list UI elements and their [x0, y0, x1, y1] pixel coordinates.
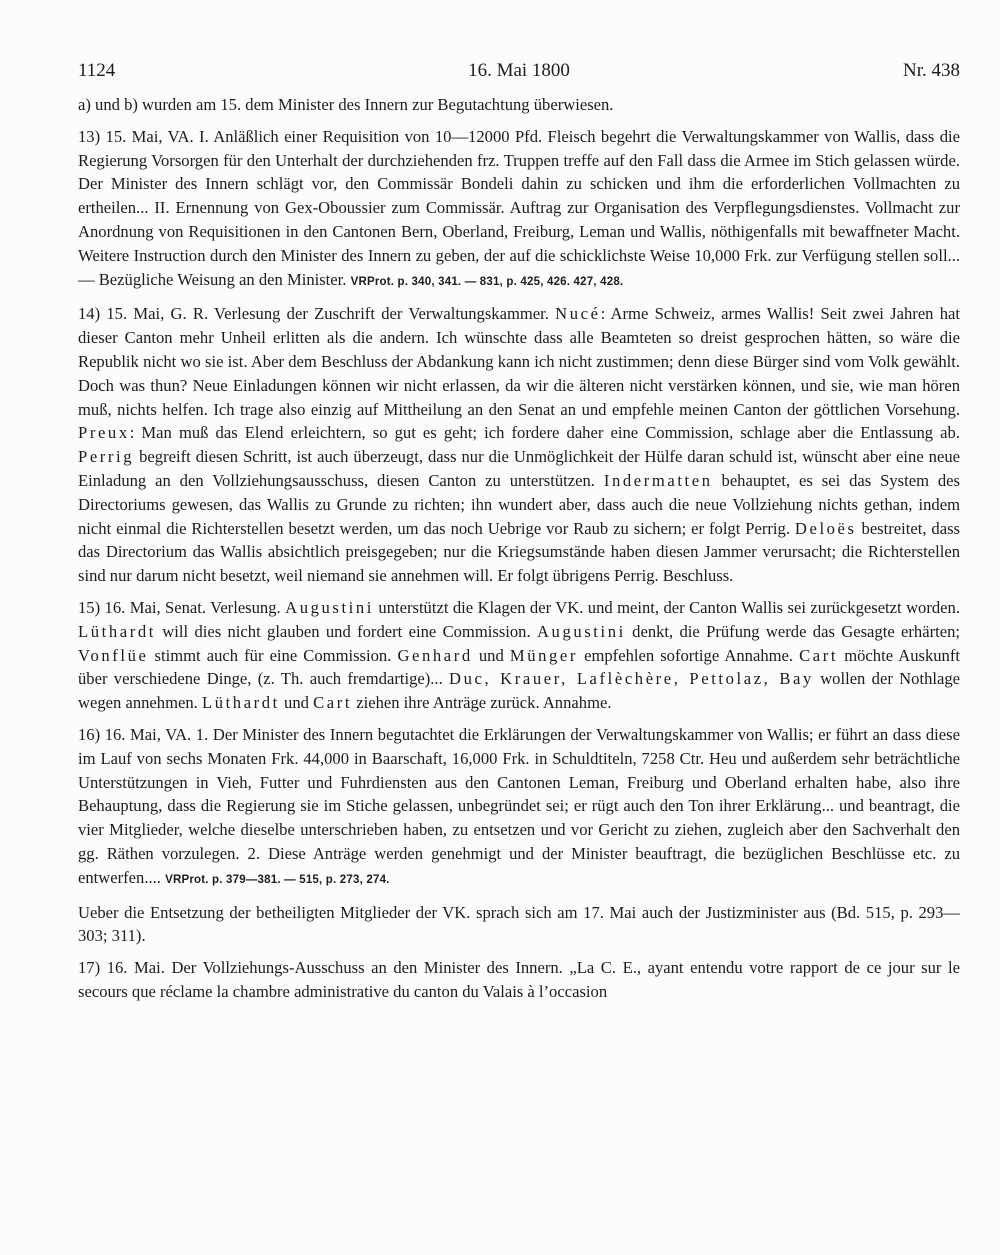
paragraph-text: : Man muß das Elend erleichtern, so gut es geht; ich fordere daher eine Commission, schlage aber die Entlassung ab.: [129, 423, 960, 443]
paragraph-16: [78, 723, 960, 893]
speaker-name: Preux: [78, 423, 130, 443]
speaker-name: Genhard: [397, 645, 473, 665]
document-number: Nr. 438: [903, 60, 960, 81]
paragraph-text: will dies nicht glauben und fordert eine Commission.: [155, 621, 537, 641]
paragraph-text: ziehen ihre Anträge zurück. Annahme.: [352, 693, 612, 713]
speaker-name: Lüthardt: [78, 621, 156, 641]
paragraph-text: begreift diesen Schritt, ist auch überzeugt, dass nur die Unmöglichkeit der Hülfe daran schuld ist, wünscht aber eine neue Einladung an den Vollziehungsausschuss, diesen Canton zu unterstützen.: [78, 447, 960, 490]
paragraph-text: 16) 16. Mai, VA. 1. Der Minister des Innern begutachtet die Erklärungen der Verwaltungskammer von Wallis; er führt an dass diese im Lauf von sechs Monaten Frk. 44,000 in Baarschaft, 16,000 Frk. in Schuldtiteln, 7258 Ctr. Heu und außerdem sehr beträchtliche Unterstützungen in Vieh, Futter und Fuhrdiensten aus den Cantonen Leman, Freiburg und Oberland erhalten habe, also ihre Behauptung, dass die Regierung sie im Stiche gelassen, unbegründet sei; er rügt auch den Ton ihrer Erklärung... und beantragt, die vier Mitglieder, welche dieselbe unterschrieben haben, zu entsetzen und vor Gericht zu ziehen, zugleich aber den Sachverhalt den gg. Räthen vorzulegen. 2. Diese Anträge werden genehmigt und der Minister beauftragt, die bezüglichen Beschlüsse etc. zu entwerfen....: [78, 724, 960, 887]
paragraph-text: behauptet, es sei das System des Directoriums gewesen, das Wallis zu Grunde zu richten; ihn wundert aber, dass auch die neue Vollziehung nichts gethan, indem nicht einmal die Richterstellen besetzt werden, um das noch Uebrige vor Raub zu sichern; er folgt Perrig.: [78, 470, 960, 538]
paragraph-text: und: [472, 645, 510, 665]
paragraph-13: [78, 125, 960, 295]
paragraph-note: [78, 901, 960, 949]
paragraph-intro: [78, 93, 960, 117]
paragraph-text: 14) 15. Mai, G. R. Verlesung der Zuschrift der Verwaltungskammer.: [78, 304, 556, 324]
paragraph-text: a) und b) wurden am 15. dem Minister des Innern zur Begutachtung überwiesen.: [78, 95, 614, 114]
paragraph-14: [78, 302, 960, 588]
paragraph-text: stimmt auch für eine Commission.: [148, 645, 398, 665]
paragraph-text: wollen der Nothlage wegen annehmen.: [78, 669, 961, 713]
paragraph-15: [78, 596, 960, 715]
header-date: 16. Mai 1800: [468, 60, 570, 81]
speaker-name: Vonflüe: [78, 645, 149, 665]
source-reference: VRProt. p. 340, 341. — 831, p. 425, 426. 427, 428.: [350, 275, 624, 288]
paragraph-text: und: [279, 693, 314, 713]
paragraph-text: empfehlen sofortige Annahme.: [578, 645, 800, 665]
paragraph-text: unterstützt die Klagen der VK. und meint, der Canton Wallis sei zurückgesetzt worden.: [373, 597, 960, 617]
speaker-name: Perrig: [78, 447, 135, 467]
speaker-name: Duc, Krauer, Laflèchère, Pettolaz, Bay: [449, 669, 814, 689]
speaker-name: Augustini: [285, 597, 374, 617]
source-reference: VRProt. p. 379—381. — 515, p. 273, 274.: [165, 873, 390, 886]
paragraph-text: denkt, die Prüfung werde das Gesagte erhärten;: [625, 621, 960, 641]
speaker-name: Deloës: [794, 518, 857, 538]
speaker-name: Cart: [313, 693, 353, 713]
speaker-name: Nucé: [555, 304, 601, 324]
paragraph-text: 15) 16. Mai, Senat. Verlesung.: [78, 597, 286, 617]
paragraph-text: bestreitet, dass das Directorium das Wallis absichtlich preisgegeben; nur die Kriegsumstände haben diesen Jammer verursacht; die Richterstellen sind nur darum nicht besetzt, weil niemand sie annehmen will. Er folgt übrigens Perrig. Beschluss.: [78, 518, 960, 586]
speaker-name: Augustini: [536, 621, 626, 641]
running-header: [78, 60, 960, 86]
paragraph-text: 13) 15. Mai, VA. I. Anläßlich einer Requisition von 10—12000 Pfd. Fleisch begehrt die Verwaltungskammer von Wallis, dass die Regierung Vorsorgen für den Unterhalt der durchziehenden frz. Truppen treffe auf den Fall dass die Armee im Stich gelassen würde. Der Minister des Innern schlägt vor, den Commissär Bondeli dahin zu schicken und ihm die erforderlichen Vollmachten zu ertheilen... II. Ernennung von Gex-Oboussier zum Commissär. Auftrag zur Organisation des Verpflegungsdienstes. Vollmacht zur Anordnung von Requisitionen in den Cantonen Bern, Oberland, Freiburg, Leman und Wallis, nöthigenfalls mit bewaffneter Macht. Weitere Instruction durch den Minister des Innern zu geben, der auf die schicklichste Weise 10,000 Frk. zur Verfügung stellen soll... — Bezügliche Weisung an den Minister.: [78, 126, 960, 289]
paragraph-text: 17) 16. Mai. Der Vollziehungs-Ausschuss an den Minister des Innern. „La C. E., ayant entendu votre rapport de ce jour sur le secours que réclame la chambre administrative du canton du Valais à l’occasion: [78, 958, 960, 1001]
paragraph-text: Ueber die Entsetzung der betheiligten Mitglieder der VK. sprach sich am 17. Mai auch der Justizminister aus (Bd. 515, p. 293—303; 311).: [78, 902, 960, 946]
paragraph-text: möchte Auskunft über verschiedene Dinge, (z. Th. auch fremdartige)...: [78, 645, 960, 689]
speaker-name: Indermatten: [603, 470, 713, 490]
speaker-name: Lüthardt: [201, 693, 280, 713]
paragraph-17: [78, 956, 960, 1004]
speaker-name: Münger: [509, 645, 579, 665]
paragraph-text: : Arme Schweiz, armes Wallis! Seit zwei Jahren hat dieser Canton mehr Unheil erlitten als die andern. Ich wünschte dass alle Beamteten so dreist gesprochen hätten, so wäre die Republik nicht wo sie ist. Aber dem Beschluss der Abdankung kann ich nicht zustimmen; denn diese Bürger sind vom Volk gewählt. Doch was thun? Neue Einladungen können wir nicht erlassen, da wir die älteren nicht verstärken können, und sie, wie man hören muß, nichts helfen. Ich trage also einzig auf Mittheilung an den Senat an und empfehle meinen Canton der göttlichen Vorsehung.: [78, 304, 961, 419]
page-number: 1124: [78, 60, 116, 81]
document-body: [78, 93, 960, 1004]
speaker-name: Cart: [799, 645, 839, 665]
